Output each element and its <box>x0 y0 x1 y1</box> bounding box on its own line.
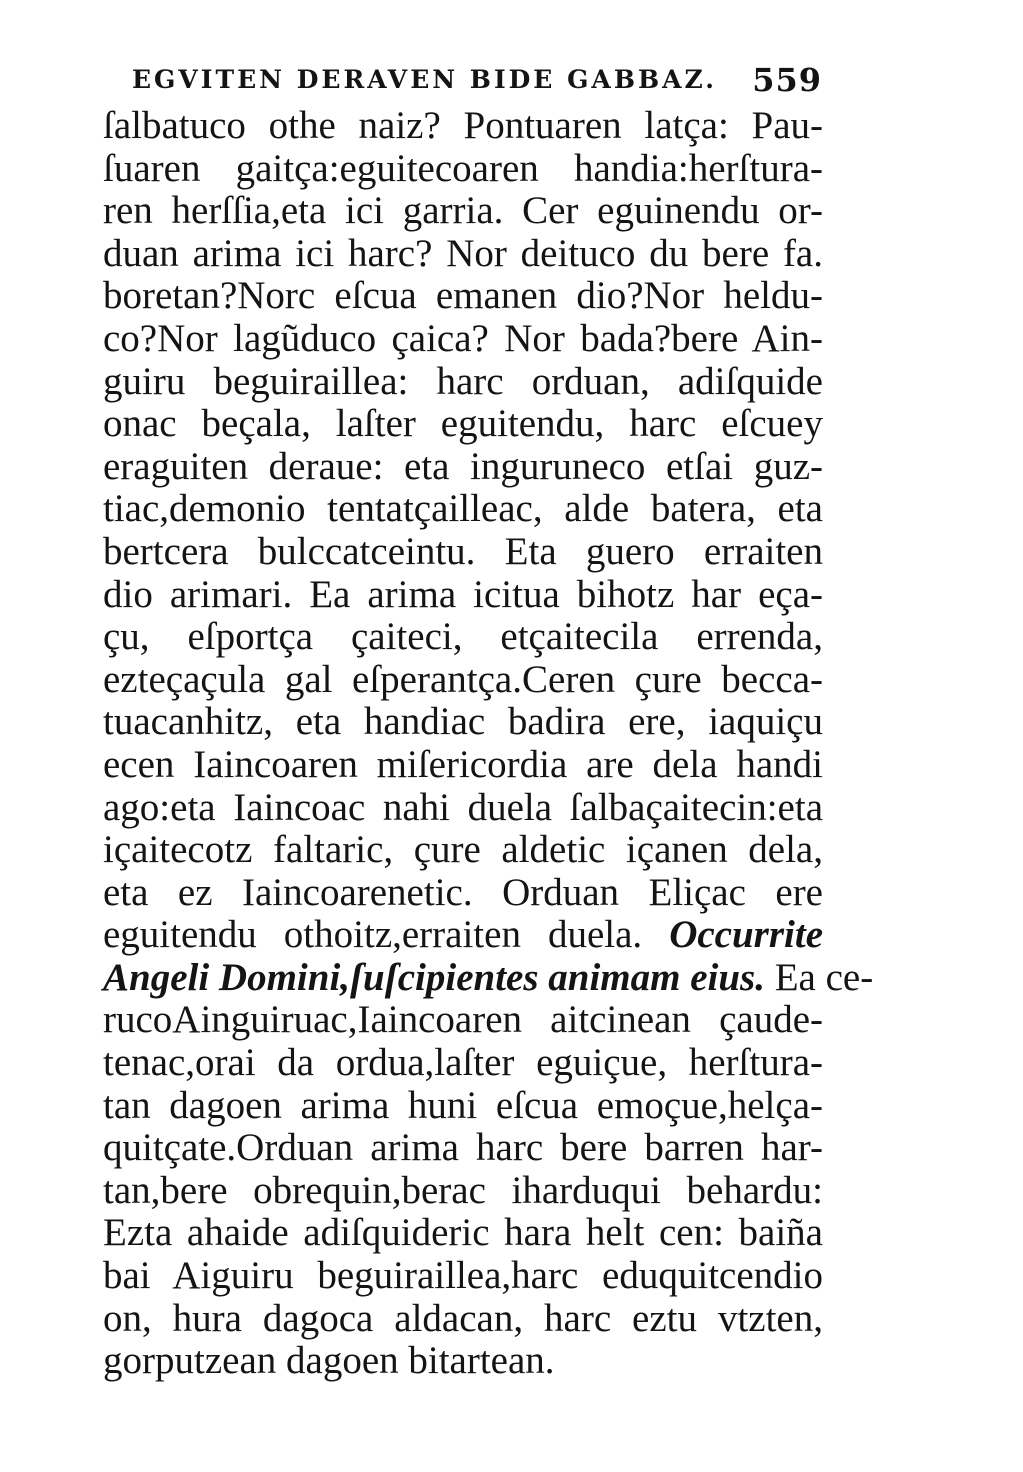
page-number: 559 <box>752 61 822 99</box>
text-line: ecen Iaincoaren miſericordia are dela handi <box>103 742 823 786</box>
text-line: eraguiten deraue: eta inguruneco etſai guz- <box>103 444 823 488</box>
text-line: eta ez Iaincoarenetic. Orduan Eliçac ere <box>103 870 823 914</box>
text-line: çu, eſportça çaiteci, etçaitecila errenda, <box>103 615 823 659</box>
text-line: tan,bere obrequin,berac iharduqui behardu: <box>103 1168 823 1212</box>
text-segment: eguitendu othoitz,erraiten duela. <box>103 913 643 957</box>
text-line-with-latin <box>103 955 874 1000</box>
text-line: on, hura dagoca aldacan, harc eztu vtzten, <box>103 1296 823 1340</box>
text-line: co?Nor lagũduco çaica? Nor bada?bere Ain- <box>103 316 823 360</box>
latin-quote: Occurrite <box>669 913 823 957</box>
latin-quote: Angeli Domini,ſuſcipientes animam eius. <box>103 955 765 999</box>
text-line: içaitecotz faltaric, çure aldetic içanen dela, <box>103 828 823 872</box>
text-line: onac beçala, laſter eguitendu, harc eſcuey <box>103 402 823 446</box>
text-line: ren herſſia,eta ici garria. Cer eguinendu or- <box>103 189 823 233</box>
text-line-final: gorputzean dagoen bitartean. <box>103 1339 555 1383</box>
text-line: boretan?Norc eſcua emanen dio?Nor heldu- <box>103 274 823 318</box>
text-line: ſuaren gaitça:eguitecoaren handia:herſtura- <box>103 146 823 190</box>
text-line: quitçate.Orduan arima harc bere barren har- <box>103 1126 823 1170</box>
text-line: bai Aiguiru beguiraillea,harc eduquitcendio <box>103 1254 823 1298</box>
body-text <box>103 104 874 1383</box>
text-line: bertcera bulccatceintu. Eta guero erraiten <box>103 529 823 573</box>
text-line: tiac,demonio tentatçailleac, alde batera, eta <box>103 487 823 531</box>
text-segment: Ea ce- <box>774 955 874 999</box>
text-line: guiru beguiraillea: harc orduan, adiſquide <box>103 359 823 403</box>
text-line: duan arima ici harc? Nor deituco du bere fa. <box>103 231 823 275</box>
text-line: ago:eta Iaincoac nahi duela ſalbaçaitecin:eta <box>103 785 823 829</box>
text-line: rucoAinguiruac,Iaincoaren aitcinean çaude- <box>103 998 823 1042</box>
running-title: EGVITEN DERAVEN BIDE GABBAZ. <box>132 65 717 94</box>
text-line: Ezta ahaide adiſquideric hara helt cen: baiña <box>103 1211 823 1255</box>
text-line: ſalbatuco othe naiz? Pontuaren latça: Pau- <box>103 104 823 147</box>
text-line: tuacanhitz, eta handiac badira ere, iaquiçu <box>103 700 823 744</box>
text-line: tan dagoen arima huni eſcua emoçue,helça- <box>103 1083 823 1127</box>
text-line-with-latin <box>103 914 823 957</box>
text-line: dio arimari. Ea arima icitua bihotz har eça- <box>103 572 823 616</box>
text-line: tenac,orai da ordua,laſter eguiçue, herſtura- <box>103 1041 823 1085</box>
text-line: ezteçaçula gal eſperantça.Ceren çure becca- <box>103 657 823 701</box>
running-head <box>132 58 822 102</box>
